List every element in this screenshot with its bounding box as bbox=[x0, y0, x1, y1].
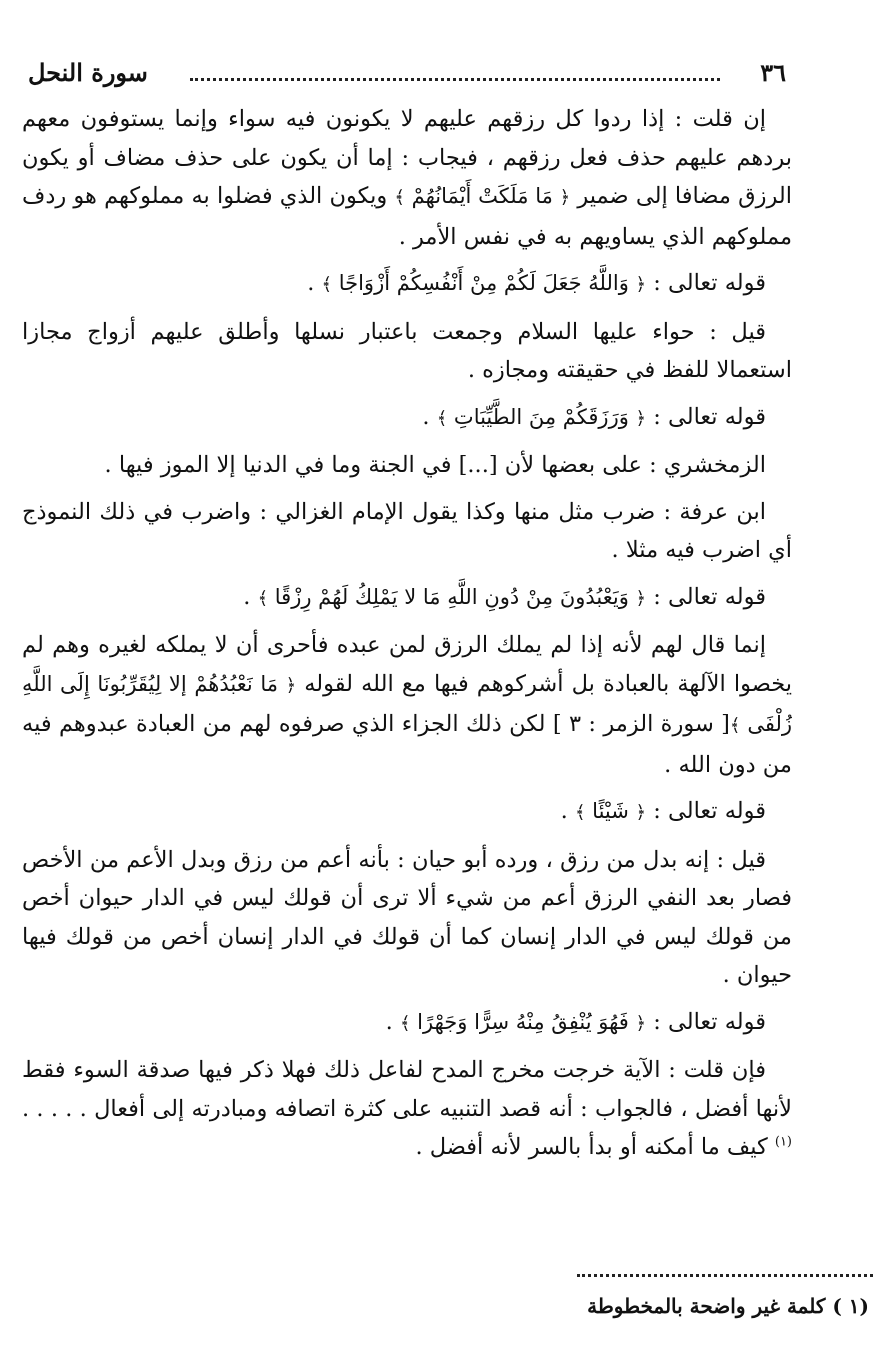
footnote: (١ ) كلمة غير واضحة بالمخطوطة bbox=[587, 1294, 869, 1318]
quran-quote: مَا مَلَكَتْ أَيْمَانُهُمْ bbox=[404, 184, 560, 208]
quran-quote: شَيْئًا bbox=[585, 799, 636, 823]
quran-quote: وَيَعْبُدُونَ مِنْ دُونِ اللَّهِ مَا لا يَمْلِكُ لَهُمْ رِزْقًا bbox=[268, 584, 636, 609]
ornate-bracket: ﴿ bbox=[559, 187, 571, 208]
paragraph bbox=[22, 1051, 792, 1167]
text-run: قوله تعالى : bbox=[646, 583, 766, 610]
running-title: سورة النحل bbox=[28, 58, 148, 87]
ornate-bracket: ﴾ bbox=[321, 274, 333, 295]
text-run: . bbox=[422, 403, 437, 430]
text-run: فإن قلت : الآية خرجت مخرج المدح لفاعل ذلك فهلا ذكر فيها صدقة السوء فقط لأنها أفضل ، فالجواب : أنه قصد التنبيه على كثرة اتصافه ومبادرته إلى أفعال . . . . . bbox=[22, 1057, 792, 1122]
footnote-dotted-rule bbox=[577, 1274, 873, 1277]
text-run: ابن عرفة : ضرب مثل منها وكذا يقول الإمام الغزالي : واضرب في ذلك النموذج أي اضرب فيه مثلا . bbox=[22, 498, 792, 563]
quran-quote: وَرَزَقَكُمْ مِنَ الطَّيِّبَاتِ bbox=[447, 404, 636, 429]
ornate-bracket: ﴾ bbox=[394, 187, 405, 208]
ornate-bracket: ﴿ bbox=[285, 674, 297, 696]
page-body bbox=[22, 100, 792, 1175]
text-run: قوله تعالى : bbox=[646, 1008, 766, 1035]
text-run: . bbox=[307, 270, 322, 296]
quran-quote: مَا نَعْبُدُهُمْ إلا لِيُقَرِّبُونَا إِلَى اللَّهِ زُلْفَى bbox=[22, 671, 792, 736]
text-run: إنما قال لهم لأنه إذا لم يملك الرزق لمن عبده فأحرى أن لا يملكه لغيره وهم لم يخصوا الآلهة بالعبادة بل أشركوهم فيها مع الله لقوله bbox=[22, 632, 792, 697]
header-dotted-rule bbox=[190, 78, 720, 81]
ornate-bracket: ﴿ bbox=[635, 407, 647, 429]
footnote-marker: (١) bbox=[774, 1134, 792, 1150]
paragraph bbox=[22, 313, 792, 390]
text-run: إن قلت : إذا ردوا كل رزقهم عليهم لا يكونون فيه سواء وإنما يستوفون معهم بردهم عليهم حذف فعل رزقهم ، فيجاب : إما أن يكون على حذف مضاف أو يكون الرزق مضافا إلى ضمير bbox=[22, 106, 792, 209]
text-run: [ سورة الزمر : ٣ ] لكن ذلك الجزاء الذي صرفوه لهم من العبادة عبدوهم فيه من دون الله . bbox=[22, 711, 792, 778]
paragraph bbox=[22, 100, 792, 256]
verse-heading bbox=[22, 792, 792, 833]
verse-heading bbox=[22, 264, 792, 305]
ornate-bracket: ﴾ bbox=[436, 407, 448, 429]
ornate-bracket: ﴾ bbox=[257, 587, 269, 609]
paragraph bbox=[22, 841, 792, 995]
ornate-bracket: ﴿ bbox=[635, 587, 647, 609]
text-run: ويكون الذي فضلوا به مملوكهم هو ردف مملوكهم الذي يساويهم به في نفس الأمر . bbox=[22, 183, 792, 250]
page-header bbox=[22, 52, 792, 88]
text-run: كيف ما أمكنه أو بدأ بالسر لأنه أفضل . bbox=[415, 1134, 775, 1160]
verse-heading bbox=[22, 578, 792, 619]
quran-quote: وَاللَّهُ جَعَلَ لَكُمْ مِنْ أَنْفُسِكُمْ أَزْوَاجًا bbox=[332, 271, 636, 295]
paragraph bbox=[22, 446, 792, 485]
ornate-bracket: ﴾ bbox=[399, 1012, 411, 1034]
text-run: قيل : إنه بدل من رزق ، ورده أبو حيان : بأنه أعم من رزق وبدل الأعم من الأخص فصار بعد النفي الرزق أعم من شيء ألا ترى أن قولك ليس في الدار حيوان أخص من قولك ليس في الدار إنسان كما أن قولك في الدار إنسان أخص من قولك فيها حيوان . bbox=[22, 846, 792, 988]
paragraph bbox=[22, 626, 792, 784]
text-run: . bbox=[560, 798, 575, 824]
quran-quote: فَهُوَ يُنْفِقُ مِنْهُ سِرًّا وَجَهْرًا bbox=[410, 1009, 636, 1034]
paragraph bbox=[22, 493, 792, 570]
ornate-bracket: ﴿ bbox=[635, 802, 647, 823]
text-run: الزمخشري : على بعضها لأن [...] في الجنة وما في الدنيا إلا الموز فيها . bbox=[104, 452, 766, 478]
text-run: قوله تعالى : bbox=[646, 798, 766, 824]
ornate-bracket: ﴿ bbox=[635, 1012, 647, 1034]
ornate-bracket: ﴾ bbox=[574, 802, 586, 823]
page-number: ٣٦ bbox=[760, 58, 786, 87]
verse-heading bbox=[22, 1003, 792, 1044]
text-run: قوله تعالى : bbox=[646, 403, 766, 430]
book-page bbox=[22, 52, 792, 1160]
ornate-bracket: ﴿ bbox=[635, 274, 647, 295]
text-run: قوله تعالى : bbox=[646, 270, 766, 296]
text-run: . bbox=[243, 583, 258, 610]
ornate-bracket: ﴾ bbox=[729, 715, 741, 736]
text-run: . bbox=[385, 1008, 400, 1035]
text-run: قيل : حواء عليها السلام وجمعت باعتبار نسلها وأطلق عليهم أزواج مجازا استعمالا للفظ في حقيقته ومجازه . bbox=[22, 318, 792, 383]
verse-heading bbox=[22, 398, 792, 439]
